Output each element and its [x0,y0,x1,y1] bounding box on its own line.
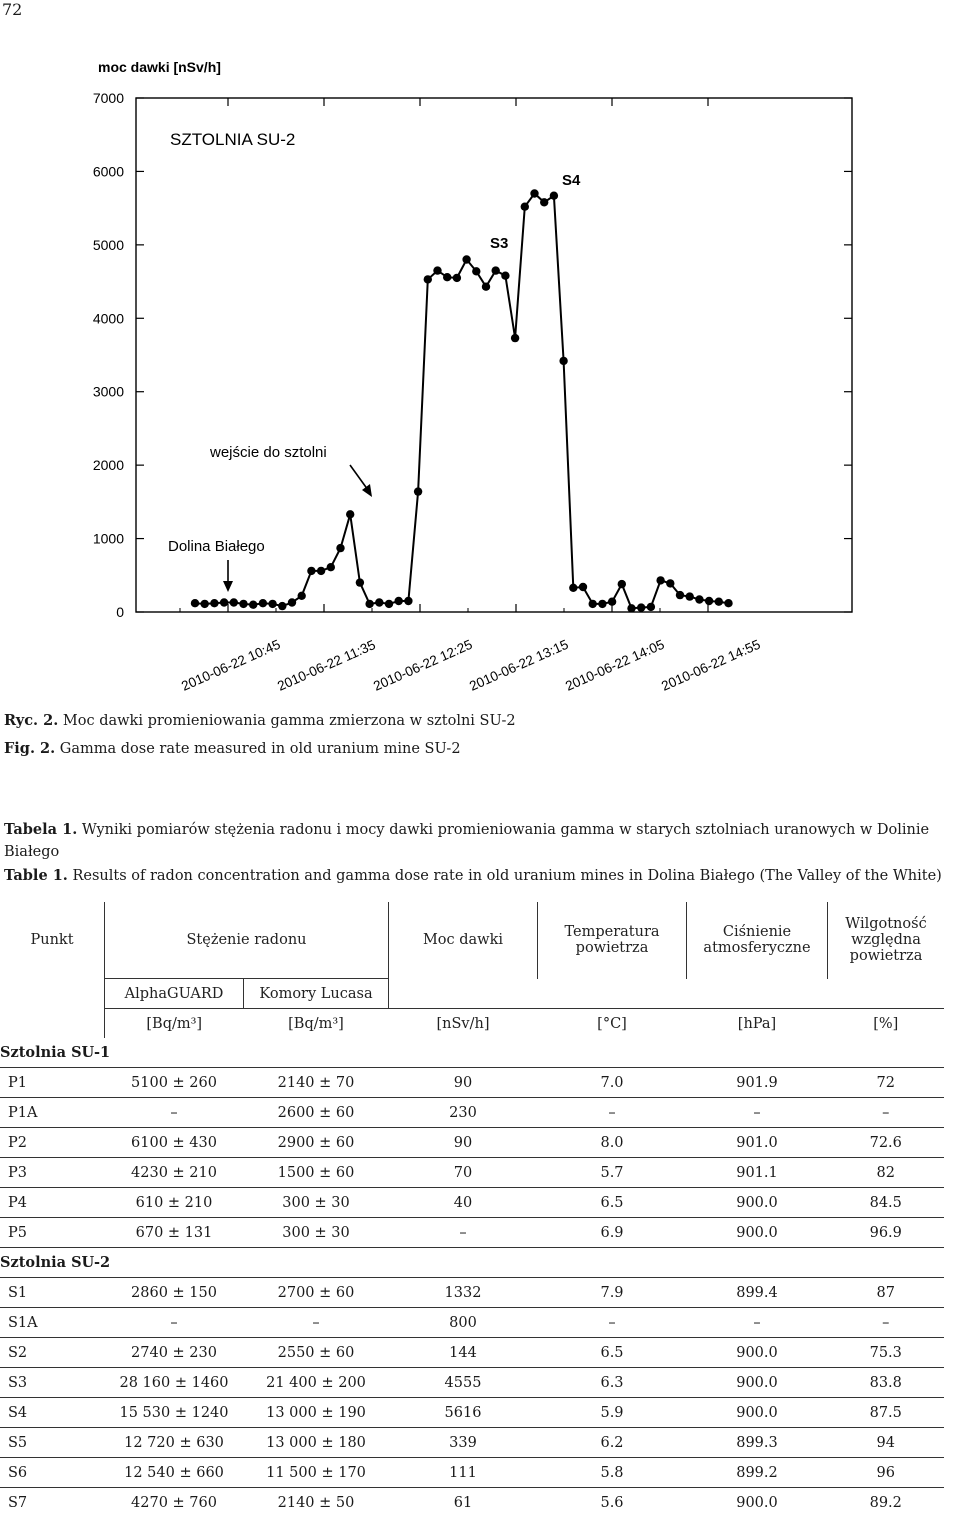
unit-cell: [hPa] [687,1009,828,1039]
x-tick-label: 2010-06-22 12:25 [371,637,474,694]
data-point [259,599,267,607]
data-point [404,597,412,605]
table-cell: 7.9 [538,1278,687,1308]
table-cell: 82 [828,1158,945,1188]
table-cell: 230 [389,1098,538,1128]
data-point [395,597,403,605]
data-point [453,274,461,282]
data-point [627,604,635,612]
table-cell: 2550 ± 60 [244,1338,389,1368]
table-cell: 6.2 [538,1428,687,1458]
header-lucas: Komory Lucasa [244,979,389,1009]
data-point [647,603,655,611]
table-cell: 1332 [389,1278,538,1308]
y-tick-label: 4000 [93,310,124,326]
data-point [715,598,723,606]
section-title: Sztolnia SU-1 [0,1038,944,1068]
table-row [0,1068,944,1098]
table-cell: – [828,1308,945,1338]
table-cell: 5.9 [538,1398,687,1428]
data-point [521,203,529,211]
table-body [0,1038,944,1517]
table-cell: 13 000 ± 180 [244,1428,389,1458]
table-cell: – [105,1308,244,1338]
data-point [656,576,664,584]
annotation-s4: S4 [562,172,581,189]
table-cell: – [538,1308,687,1338]
table-cell: 2140 ± 70 [244,1068,389,1098]
data-point [346,510,354,518]
page-number: 72 [2,0,22,19]
header-temp [538,902,687,979]
row-label: P1A [0,1098,105,1128]
table-label-en: Table 1. [4,867,68,884]
table-cell: 900.0 [687,1218,828,1248]
table-cell: – [687,1308,828,1338]
table-cell: 87 [828,1278,945,1308]
table-cell: 4230 ± 210 [105,1158,244,1188]
x-tick-label: 2010-06-22 14:55 [659,637,762,694]
table-cell: 75.3 [828,1338,945,1368]
y-axis-label: moc dawki [nSv/h] [98,59,221,75]
table-cell: 901.1 [687,1158,828,1188]
unit-cell: [%] [828,1009,945,1039]
data-point [676,591,684,599]
table-cell: 12 540 ± 660 [105,1458,244,1488]
table-row [0,1428,944,1458]
data-point [288,598,296,606]
table-cell: 900.0 [687,1188,828,1218]
table-cell: 13 000 ± 190 [244,1398,389,1428]
table-row [0,1218,944,1248]
data-point [482,283,490,291]
table-cell: 90 [389,1068,538,1098]
data-point [327,563,335,571]
table-cell: 1500 ± 60 [244,1158,389,1188]
header-alphaguard: AlphaGUARD [105,979,244,1009]
data-point [705,597,713,605]
table-cell: 899.2 [687,1458,828,1488]
data-point [433,266,441,274]
table-cell: – [244,1308,389,1338]
y-tick-label: 6000 [93,163,124,179]
header-blank [0,979,105,1009]
table-row [0,1188,944,1218]
table-row [0,1398,944,1428]
table-cell: 2700 ± 60 [244,1278,389,1308]
data-point [385,600,393,608]
table-cell: 21 400 ± 200 [244,1368,389,1398]
data-point [559,357,567,365]
table-cell: 300 ± 30 [244,1218,389,1248]
y-tick-label: 2000 [93,457,124,473]
table-cell: 2860 ± 150 [105,1278,244,1308]
table-cell: 96 [828,1458,945,1488]
table-cell: 2900 ± 60 [244,1128,389,1158]
row-label: S7 [0,1488,105,1517]
table-cell: 4270 ± 760 [105,1488,244,1517]
table-cell: 2740 ± 230 [105,1338,244,1368]
header-cisn [687,902,828,979]
table-cell: 72.6 [828,1128,945,1158]
data-point [686,592,694,600]
annotation-entrance: wejście do sztolni [209,444,327,461]
table-caption-en [4,865,954,887]
table-cell: 8.0 [538,1128,687,1158]
table-cell: 6.5 [538,1188,687,1218]
header-wilg-text: Wilgotność względna powietrza [841,916,931,964]
data-point [375,598,383,606]
y-tick-label: 5000 [93,237,124,253]
data-point [239,600,247,608]
table-cell: 5.8 [538,1458,687,1488]
table-cell: – [687,1098,828,1128]
header-wilg [828,902,945,979]
table-cell: 6.9 [538,1218,687,1248]
table-cell: 7.0 [538,1068,687,1098]
table-label-pl: Tabela 1. [4,821,77,838]
table-cell: 5100 ± 260 [105,1068,244,1098]
dose-rate-chart [0,40,960,720]
table-cell: 5616 [389,1398,538,1428]
table-row [0,1158,944,1188]
table-cell: 300 ± 30 [244,1188,389,1218]
table-cell: 900.0 [687,1368,828,1398]
table-cell: 6100 ± 430 [105,1128,244,1158]
unit-cell: [Bq/m³] [105,1009,244,1039]
data-point [268,600,276,608]
data-point [278,602,286,610]
series-line [195,194,729,609]
table-row [0,1278,944,1308]
row-label: P2 [0,1128,105,1158]
data-point [462,255,470,263]
figure-text-pl: Moc dawki promieniowania gamma zmierzona w sztolni SU-2 [63,713,516,729]
x-tick-label: 2010-06-22 14:05 [563,637,666,694]
data-point [443,273,451,281]
table-caption-pl [4,819,944,863]
table-cell: 11 500 ± 170 [244,1458,389,1488]
row-label: S3 [0,1368,105,1398]
data-point [356,578,364,586]
table-row [0,1128,944,1158]
data-point [317,567,325,575]
data-point [492,266,500,274]
table-cell: 900.0 [687,1488,828,1517]
table-row [0,1308,944,1338]
data-point [424,275,432,283]
table-cell: 6.5 [538,1338,687,1368]
table-cell: 83.8 [828,1368,945,1398]
header-cisn-text: Ciśnienie atmosferyczne [697,924,817,956]
data-point [666,579,674,587]
data-point [365,600,373,608]
figure-label-en: Fig. 2. [4,740,55,757]
table-cell: 901.9 [687,1068,828,1098]
data-point [201,600,209,608]
row-label: S2 [0,1338,105,1368]
data-point [191,599,199,607]
x-tick-label: 2010-06-22 10:45 [179,637,282,694]
row-label: S5 [0,1428,105,1458]
table-text-pl: Wyniki pomiarów stężenia radonu i mocy dawki promieniowania gamma w starych sztolniach uranowych w Dolinie Białego [4,822,929,860]
figure-text-en: Gamma dose rate measured in old uranium mine SU-2 [60,741,461,757]
data-point [472,267,480,275]
annotation-valley: Dolina Białego [168,538,265,555]
table-cell: 96.9 [828,1218,945,1248]
row-label: P5 [0,1218,105,1248]
y-tick-label: 3000 [93,384,124,400]
results-table [0,902,944,1517]
table-cell: – [538,1098,687,1128]
table-cell: 901.0 [687,1128,828,1158]
header-moc: Moc dawki [389,902,538,979]
row-label: P4 [0,1188,105,1218]
figure-label-pl: Ryc. 2. [4,712,58,729]
arrow-valley-head [223,581,233,592]
table-row [0,1368,944,1398]
table-row [0,1488,944,1517]
table-cell: 111 [389,1458,538,1488]
row-label: S4 [0,1398,105,1428]
header-punkt: Punkt [0,902,105,979]
data-point [501,272,509,280]
header-blank [389,979,538,1009]
table-cell: 28 160 ± 1460 [105,1368,244,1398]
data-point [550,192,558,200]
table-cell: 5.7 [538,1158,687,1188]
table-cell: 12 720 ± 630 [105,1428,244,1458]
table-row [0,1458,944,1488]
x-tick-label: 2010-06-22 11:35 [275,637,378,694]
data-point [307,567,315,575]
section-row [0,1038,944,1068]
table-cell: 339 [389,1428,538,1458]
chart-svg [0,40,960,720]
table-cell: – [105,1098,244,1128]
row-label: P1 [0,1068,105,1098]
data-point [724,599,732,607]
data-point [249,601,257,609]
section-title: Sztolnia SU-2 [0,1248,944,1278]
data-point [637,603,645,611]
figure-caption-en [4,740,461,757]
data-point [618,580,626,588]
annotation-s3: S3 [490,235,508,252]
table-cell: 2600 ± 60 [244,1098,389,1128]
table-cell: 94 [828,1428,945,1458]
table-cell: 2140 ± 50 [244,1488,389,1517]
unit-blank [0,1009,105,1039]
table-cell: 610 ± 210 [105,1188,244,1218]
data-point [511,334,519,342]
header-blank [538,979,687,1009]
data-point [530,189,538,197]
unit-cell: [nSv/h] [389,1009,538,1039]
table-text-en: Results of radon concentration and gamma dose rate in old uranium mines in Dolina Białego (The Valley of the White) [72,868,941,884]
table-cell: – [828,1098,945,1128]
data-point [695,595,703,603]
header-blank [687,979,828,1009]
figure-caption-pl [4,712,516,729]
arrow-entrance-head [362,484,372,497]
table-cell: 670 ± 131 [105,1218,244,1248]
data-point [220,598,228,606]
row-label: P3 [0,1158,105,1188]
y-tick-label: 1000 [93,531,124,547]
y-tick-label: 7000 [93,90,124,106]
data-point [579,583,587,591]
data-point [414,487,422,495]
table-row [0,1098,944,1128]
data-point [210,599,218,607]
row-label: S1A [0,1308,105,1338]
table-cell: 90 [389,1128,538,1158]
table-cell: 900.0 [687,1398,828,1428]
table-cell: 900.0 [687,1338,828,1368]
section-row [0,1248,944,1278]
y-tick-label: 0 [116,604,124,620]
chart-title: SZTOLNIA SU-2 [170,130,295,149]
table-cell: – [389,1218,538,1248]
header-temp-text: Temperatura powietrza [557,924,667,956]
data-point [540,198,548,206]
table-cell: 89.2 [828,1488,945,1517]
data-point [598,600,606,608]
table-cell: 70 [389,1158,538,1188]
table-cell: 40 [389,1188,538,1218]
table-cell: 144 [389,1338,538,1368]
table-cell: 61 [389,1488,538,1517]
arrow-entrance-shaft [350,465,368,490]
data-point [298,592,306,600]
unit-cell: [Bq/m³] [244,1009,389,1039]
data-point [589,600,597,608]
data-point [569,584,577,592]
unit-cell: [°C] [538,1009,687,1039]
row-label: S6 [0,1458,105,1488]
table-cell: 899.4 [687,1278,828,1308]
data-point [336,544,344,552]
row-label: S1 [0,1278,105,1308]
table-cell: 899.3 [687,1428,828,1458]
header-radon: Stężenie radonu [105,902,389,979]
table-cell: 4555 [389,1368,538,1398]
table-cell: 800 [389,1308,538,1338]
table-cell: 87.5 [828,1398,945,1428]
table-cell: 72 [828,1068,945,1098]
table-row [0,1338,944,1368]
plot-frame [136,98,852,612]
table-cell: 84.5 [828,1188,945,1218]
table-cell: 6.3 [538,1368,687,1398]
x-tick-label: 2010-06-22 13:15 [467,637,570,694]
data-point [230,598,238,606]
header-blank [828,979,945,1009]
table-cell: 15 530 ± 1240 [105,1398,244,1428]
table-cell: 5.6 [538,1488,687,1517]
